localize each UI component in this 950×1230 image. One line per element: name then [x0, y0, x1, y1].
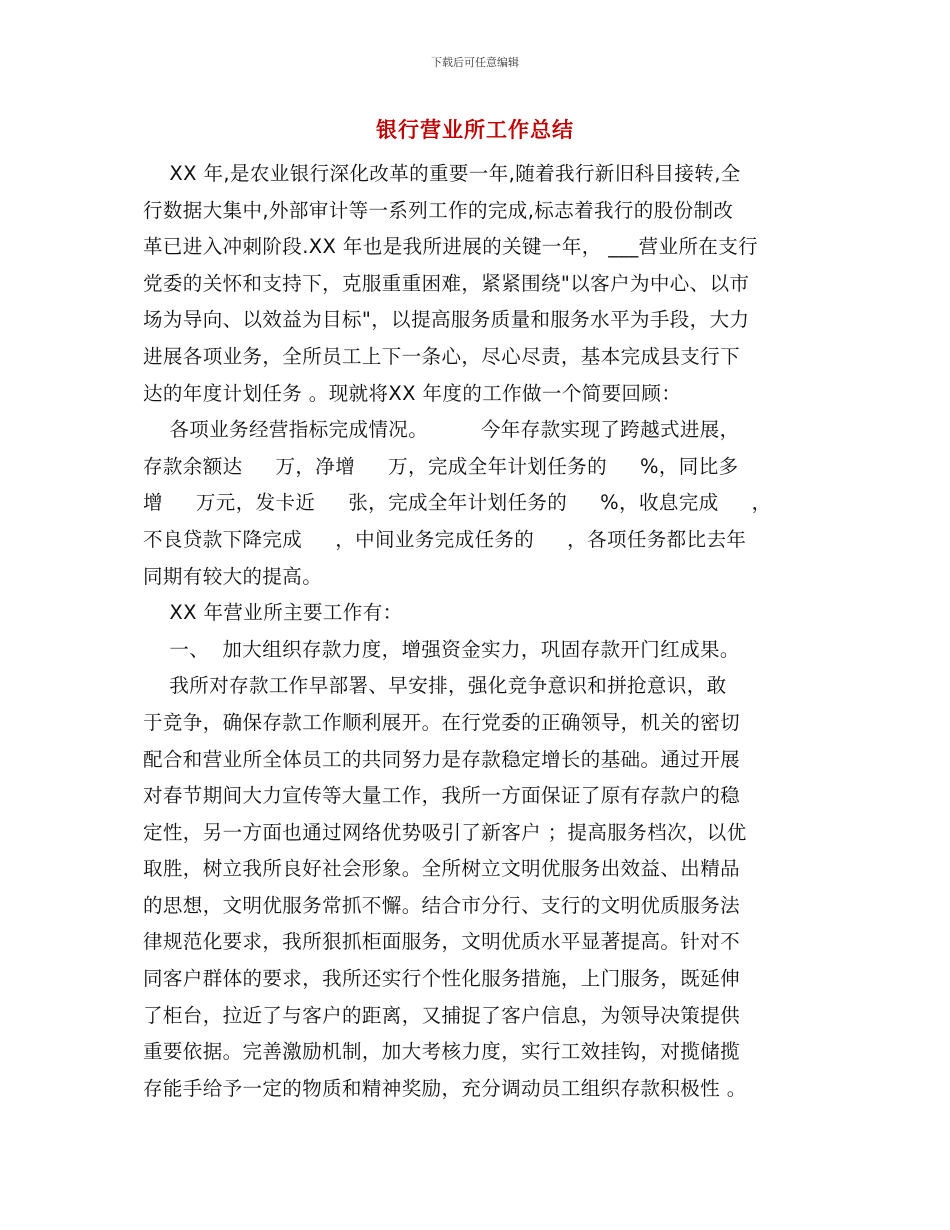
body-line: 一、 加大组织存款力度，增强资金实力，巩固存款开门红成果。	[143, 637, 740, 661]
body-line: 达的年度计划任务 。现就将XX 年度的工作做一个简要回顾：	[143, 381, 682, 405]
body-line: 重要依据。完善激励机制，加大考核力度，实行工效挂钩，对揽储揽	[143, 1040, 741, 1064]
body-line: 不良贷款下降完成 ，中间业务完成任务的 ，各项任务都比去年	[143, 527, 747, 551]
download-note: 下载后可任意编辑	[431, 56, 519, 69]
body-line: 定性，另一方面也通过网络优势吸引了新客户 ；提高服务档次，以优	[143, 820, 747, 844]
body-line: 各项业务经营指标完成情况。 今年存款实现了跨越式进展，	[143, 418, 740, 442]
body-line: 同期有较大的提高。	[143, 564, 323, 588]
body-line: 于竞争，确保存款工作顺利展开。在行党委的正确领导，机关的密切	[143, 710, 741, 734]
body-line: 取胜，树立我所良好社会形象。全所树立文明优服务出效益、出精品	[143, 857, 741, 881]
document-title: 银行营业所工作总结	[376, 118, 574, 142]
body-line: 我所对存款工作早部署、早安排，强化竞争意识和拼抢意识，敢	[143, 674, 727, 698]
body-line: 革已进入冲刺阶段.XX 年也是我所进展的关键一年， ___营业所在支行	[143, 235, 759, 259]
body-line: 同客户群体的要求，我所还实行个性化服务措施，上门服务，既延伸	[143, 967, 741, 991]
body-line: XX 年营业所主要工作有：	[143, 601, 403, 625]
body-line: 增 万元，发卡近 张，完成全年计划任务的 %，收息完成 ，	[143, 491, 772, 515]
body-line: 配合和营业所全体员工的共同努力是存款稳定增长的基础。通过开展	[143, 747, 741, 771]
body-line: 对春节期间大力宣传等大量工作，我所一方面保证了原有存款户的稳	[143, 784, 741, 808]
body-line: 存能手给予一定的物质和精神奖励，充分调动员工组织存款积极性 。	[143, 1076, 747, 1100]
document-body	[143, 156, 815, 1107]
body-line: 场为导向、以效益为目标"，以提高服务质量和服务水平为手段，大力	[143, 308, 750, 332]
body-line: 进展各项业务，全所员工上下一条心，尽心尽责，基本完成县支行下	[143, 344, 741, 368]
body-line: 存款余额达 万，净增 万，完成全年计划任务的 %，同比多	[143, 454, 739, 478]
body-line: 律规范化要求，我所狠抓柜面服务，文明优质水平显著提高。针对不	[143, 930, 741, 954]
body-line: XX 年,是农业银行深化改革的重要一年,随着我行新旧科目接转,全	[143, 162, 741, 185]
body-line: 了柜台，拉近了与客户的距离，又捕捉了客户信息，为领导决策提供	[143, 1003, 741, 1027]
body-line: 党委的关怀和支持下，克服重重困难，紧紧围绕"以客户为中心、以市	[143, 271, 750, 295]
body-line: 行数据大集中,外部审计等一系列工作的完成,标志着我行的股份制改	[143, 198, 734, 222]
body-line: 的思想，文明优服务常抓不懈。结合市分行、支行的文明优质服务法	[143, 893, 741, 917]
